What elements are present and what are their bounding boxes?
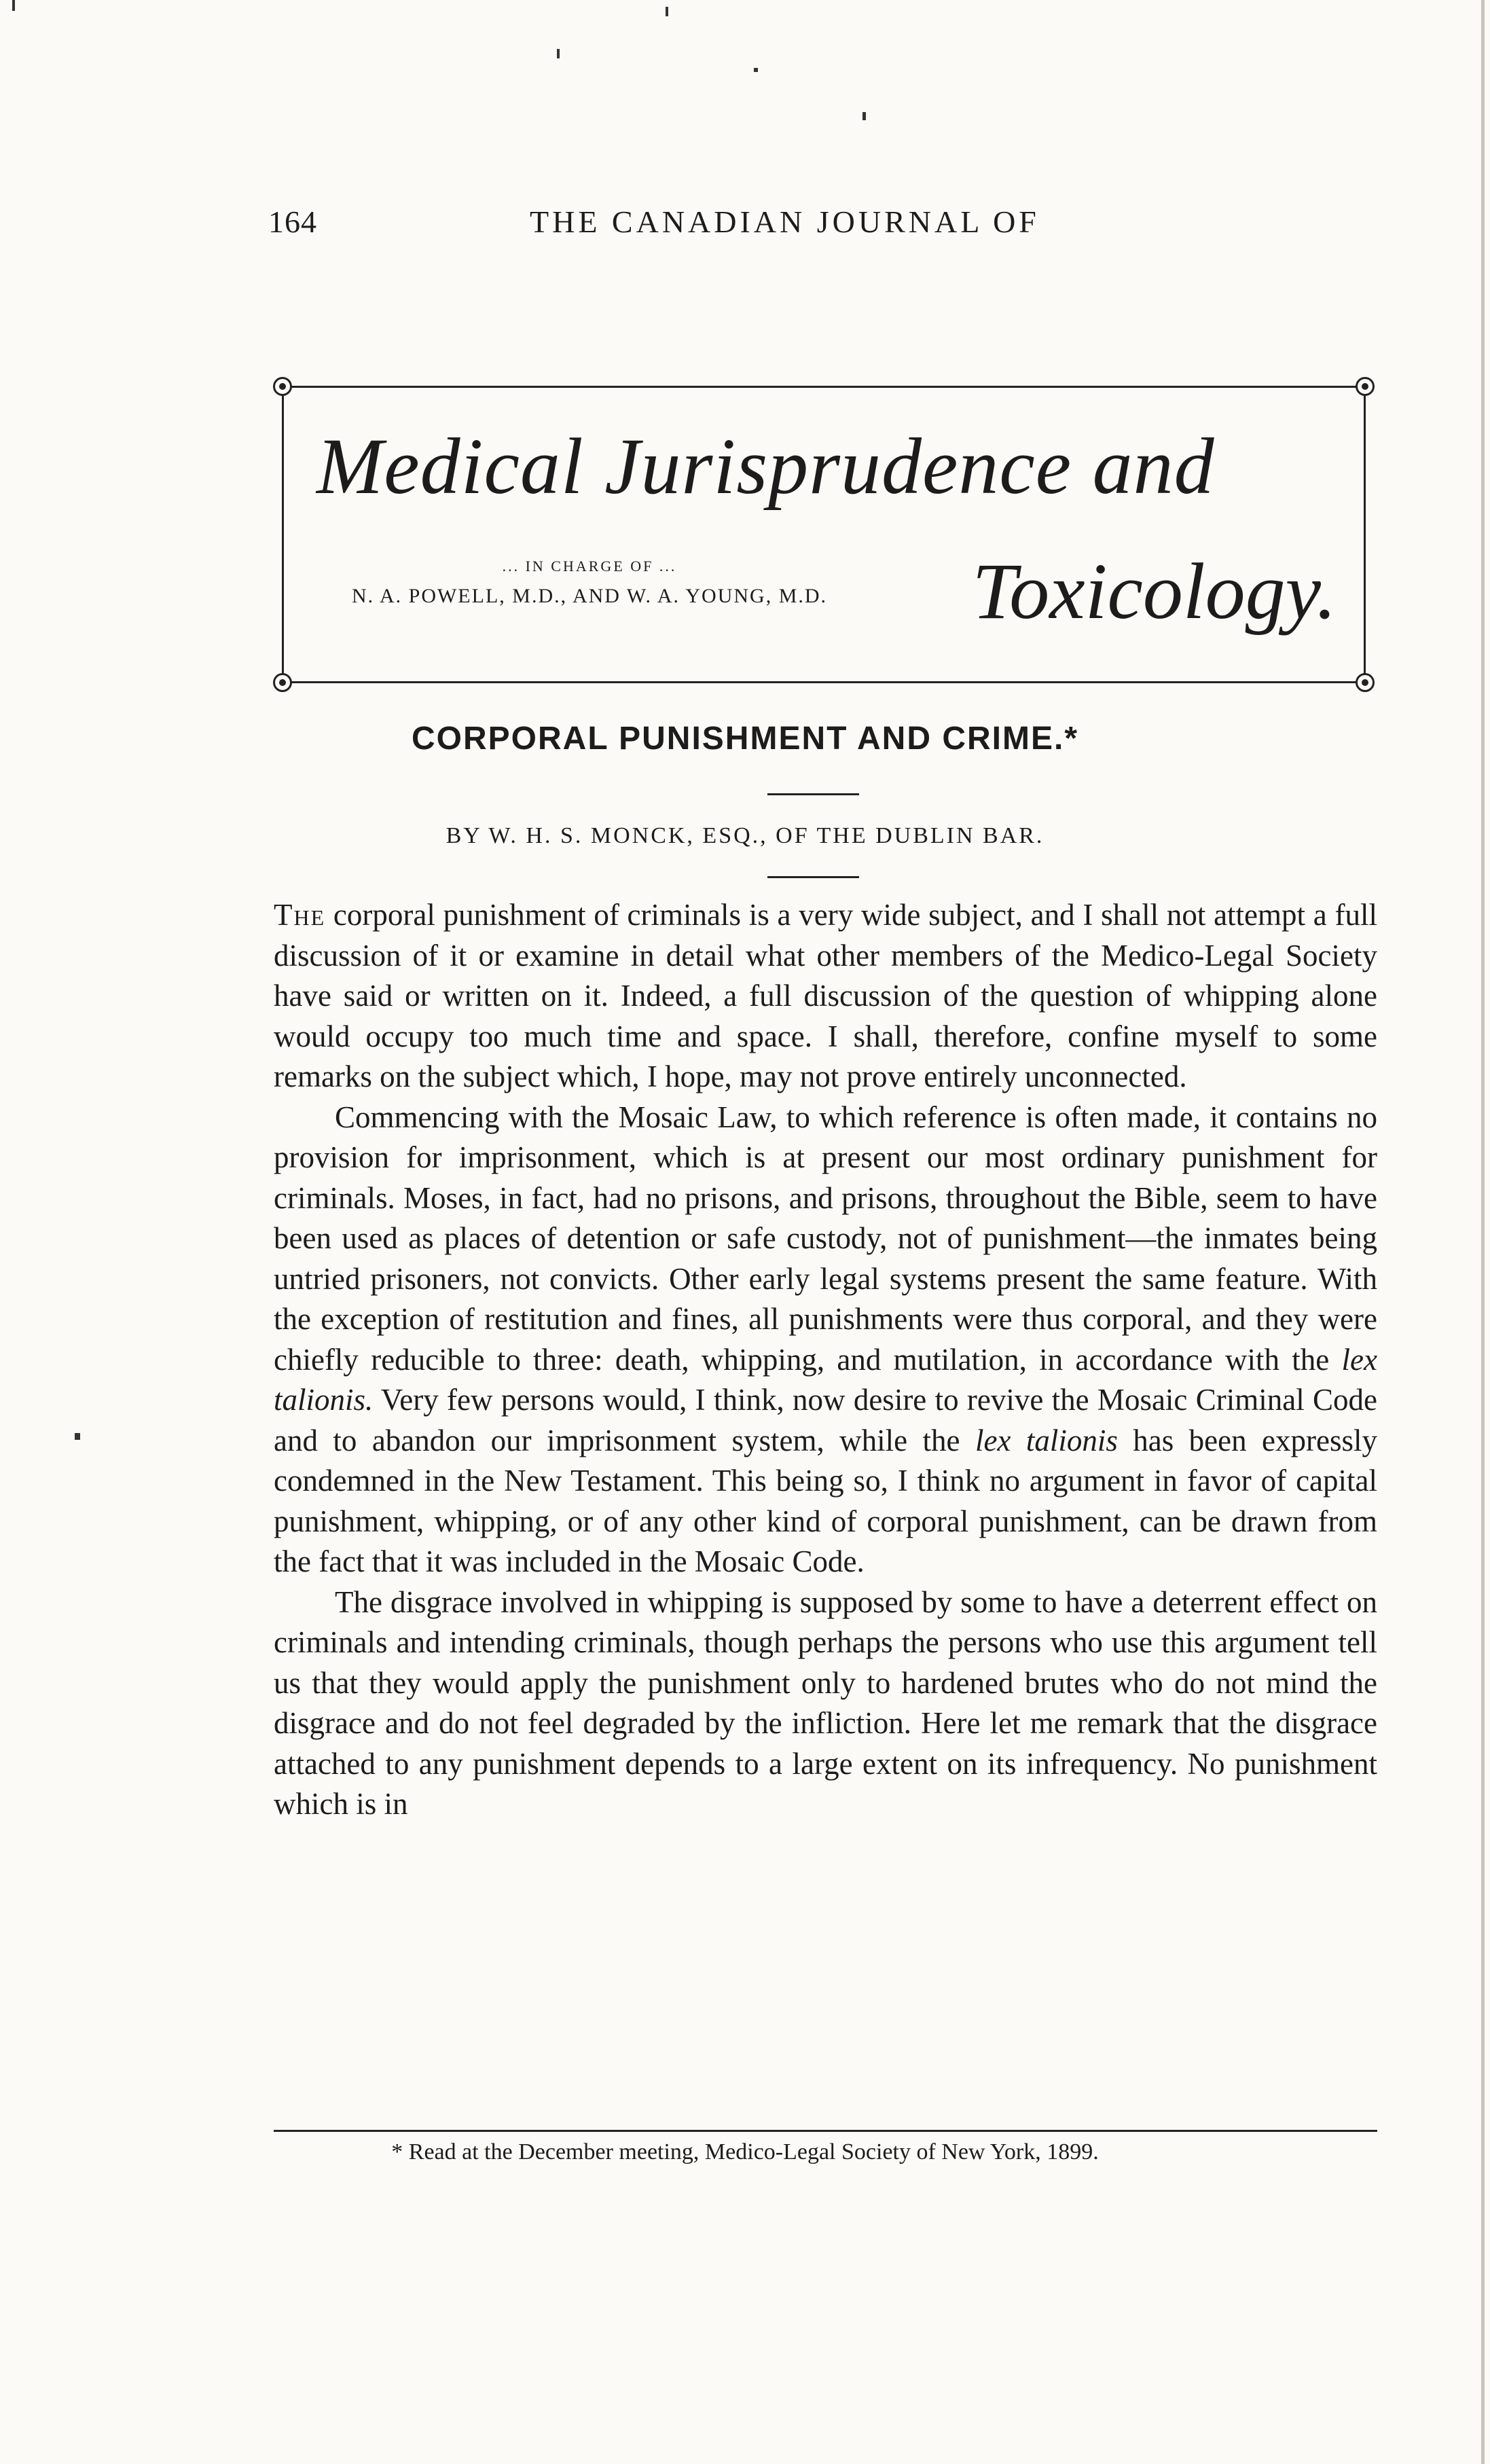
page-number: 164 — [268, 204, 317, 239]
section-heading-box — [282, 386, 1366, 683]
divider — [767, 876, 859, 878]
speck — [12, 0, 15, 11]
footnote-divider — [274, 2130, 1377, 2132]
paragraph — [274, 1098, 1377, 1582]
editor-label: ... IN CHARGE OF ... — [502, 558, 677, 575]
ornament-icon — [273, 377, 292, 396]
article-title: CORPORAL PUNISHMENT AND CRIME.* — [411, 721, 1079, 757]
ornament-icon — [1356, 673, 1375, 692]
paragraph-text: Commencing with the Mosaic Law, to which reference is often made, it contains no provision for imprisonment, which is at present our most ordinary punishment for criminals. Moses, in fact, had no prisons, and prisons, throughout the Bible, seem to have been used as places of detention or safe custody, not of punishment—the inmates being untried prisoners, not convicts. Other early legal systems present the same feature. With the exception of restitution and fines, all punishments were thus corporal, and they were chiefly reducible to three: death, whipping, and mutilation, in accordance with the — [274, 1100, 1377, 1377]
speck — [75, 1433, 80, 1440]
drop-lead: The — [274, 898, 326, 932]
paragraph-text: Very few persons would, I think, now desire to revive the Mosaic Criminal Code and to abandon our imprisonment system, while the — [274, 1383, 1377, 1457]
italic-term: lex talionis. — [274, 1342, 1377, 1417]
paragraph — [274, 895, 1377, 1098]
footnote: * Read at the December meeting, Medico-Legal Society of New York, 1899. — [391, 2139, 1099, 2164]
paragraph-text: has been expressly condemned in the New Testament. This being so, I think no argument in favor of capital punishment, whipping, or of any other kind of corporal punishment, can be drawn from the fact that it was included in the Mosaic Code. — [274, 1423, 1377, 1578]
running-header — [268, 204, 1131, 244]
speck — [557, 49, 560, 58]
paragraph-text: corporal punishment of criminals is a very wide subject, and I shall not attempt a full discussion of it or examine in detail what other members of the Medico-Legal Society have said or written on it. Indeed, a full discussion of the question of whipping alone would occupy too much time and space. I shall, therefore, confine myself to some remarks on the subject which, I hope, may not prove entirely unconnected. — [274, 898, 1377, 1093]
paragraph-text: The disgrace involved in whipping is supposed by some to have a deterrent effect on criminals and intending criminals, though perhaps the persons who use this argument tell us that they would apply the punishment only to hardened brutes who do not mind the disgrace and do not feel degraded by the infliction. Here let me remark that the disgrace attached to any punishment depends to a large extent on its infrequency. No punishment which is in — [274, 1584, 1377, 1821]
editor-block — [325, 558, 854, 608]
journal-title: THE CANADIAN JOURNAL OF — [530, 204, 1040, 239]
paragraph — [274, 1582, 1377, 1825]
section-title-continued: Toxicology. — [972, 547, 1337, 636]
section-title: Medical Jurisprudence and — [316, 422, 1215, 511]
byline: BY W. H. S. MONCK, ESQ., OF THE DUBLIN BAR. — [446, 823, 1044, 848]
ornament-icon — [1356, 377, 1375, 396]
article-body — [274, 895, 1377, 1825]
divider — [767, 793, 859, 795]
speck — [666, 7, 668, 16]
ornament-icon — [273, 673, 292, 692]
italic-term: lex talionis — [975, 1423, 1118, 1457]
page-edge — [1481, 0, 1485, 2464]
speck — [754, 68, 758, 72]
editors: N. A. POWELL, M.D., AND W. A. YOUNG, M.D. — [351, 585, 828, 607]
speck — [862, 112, 866, 120]
